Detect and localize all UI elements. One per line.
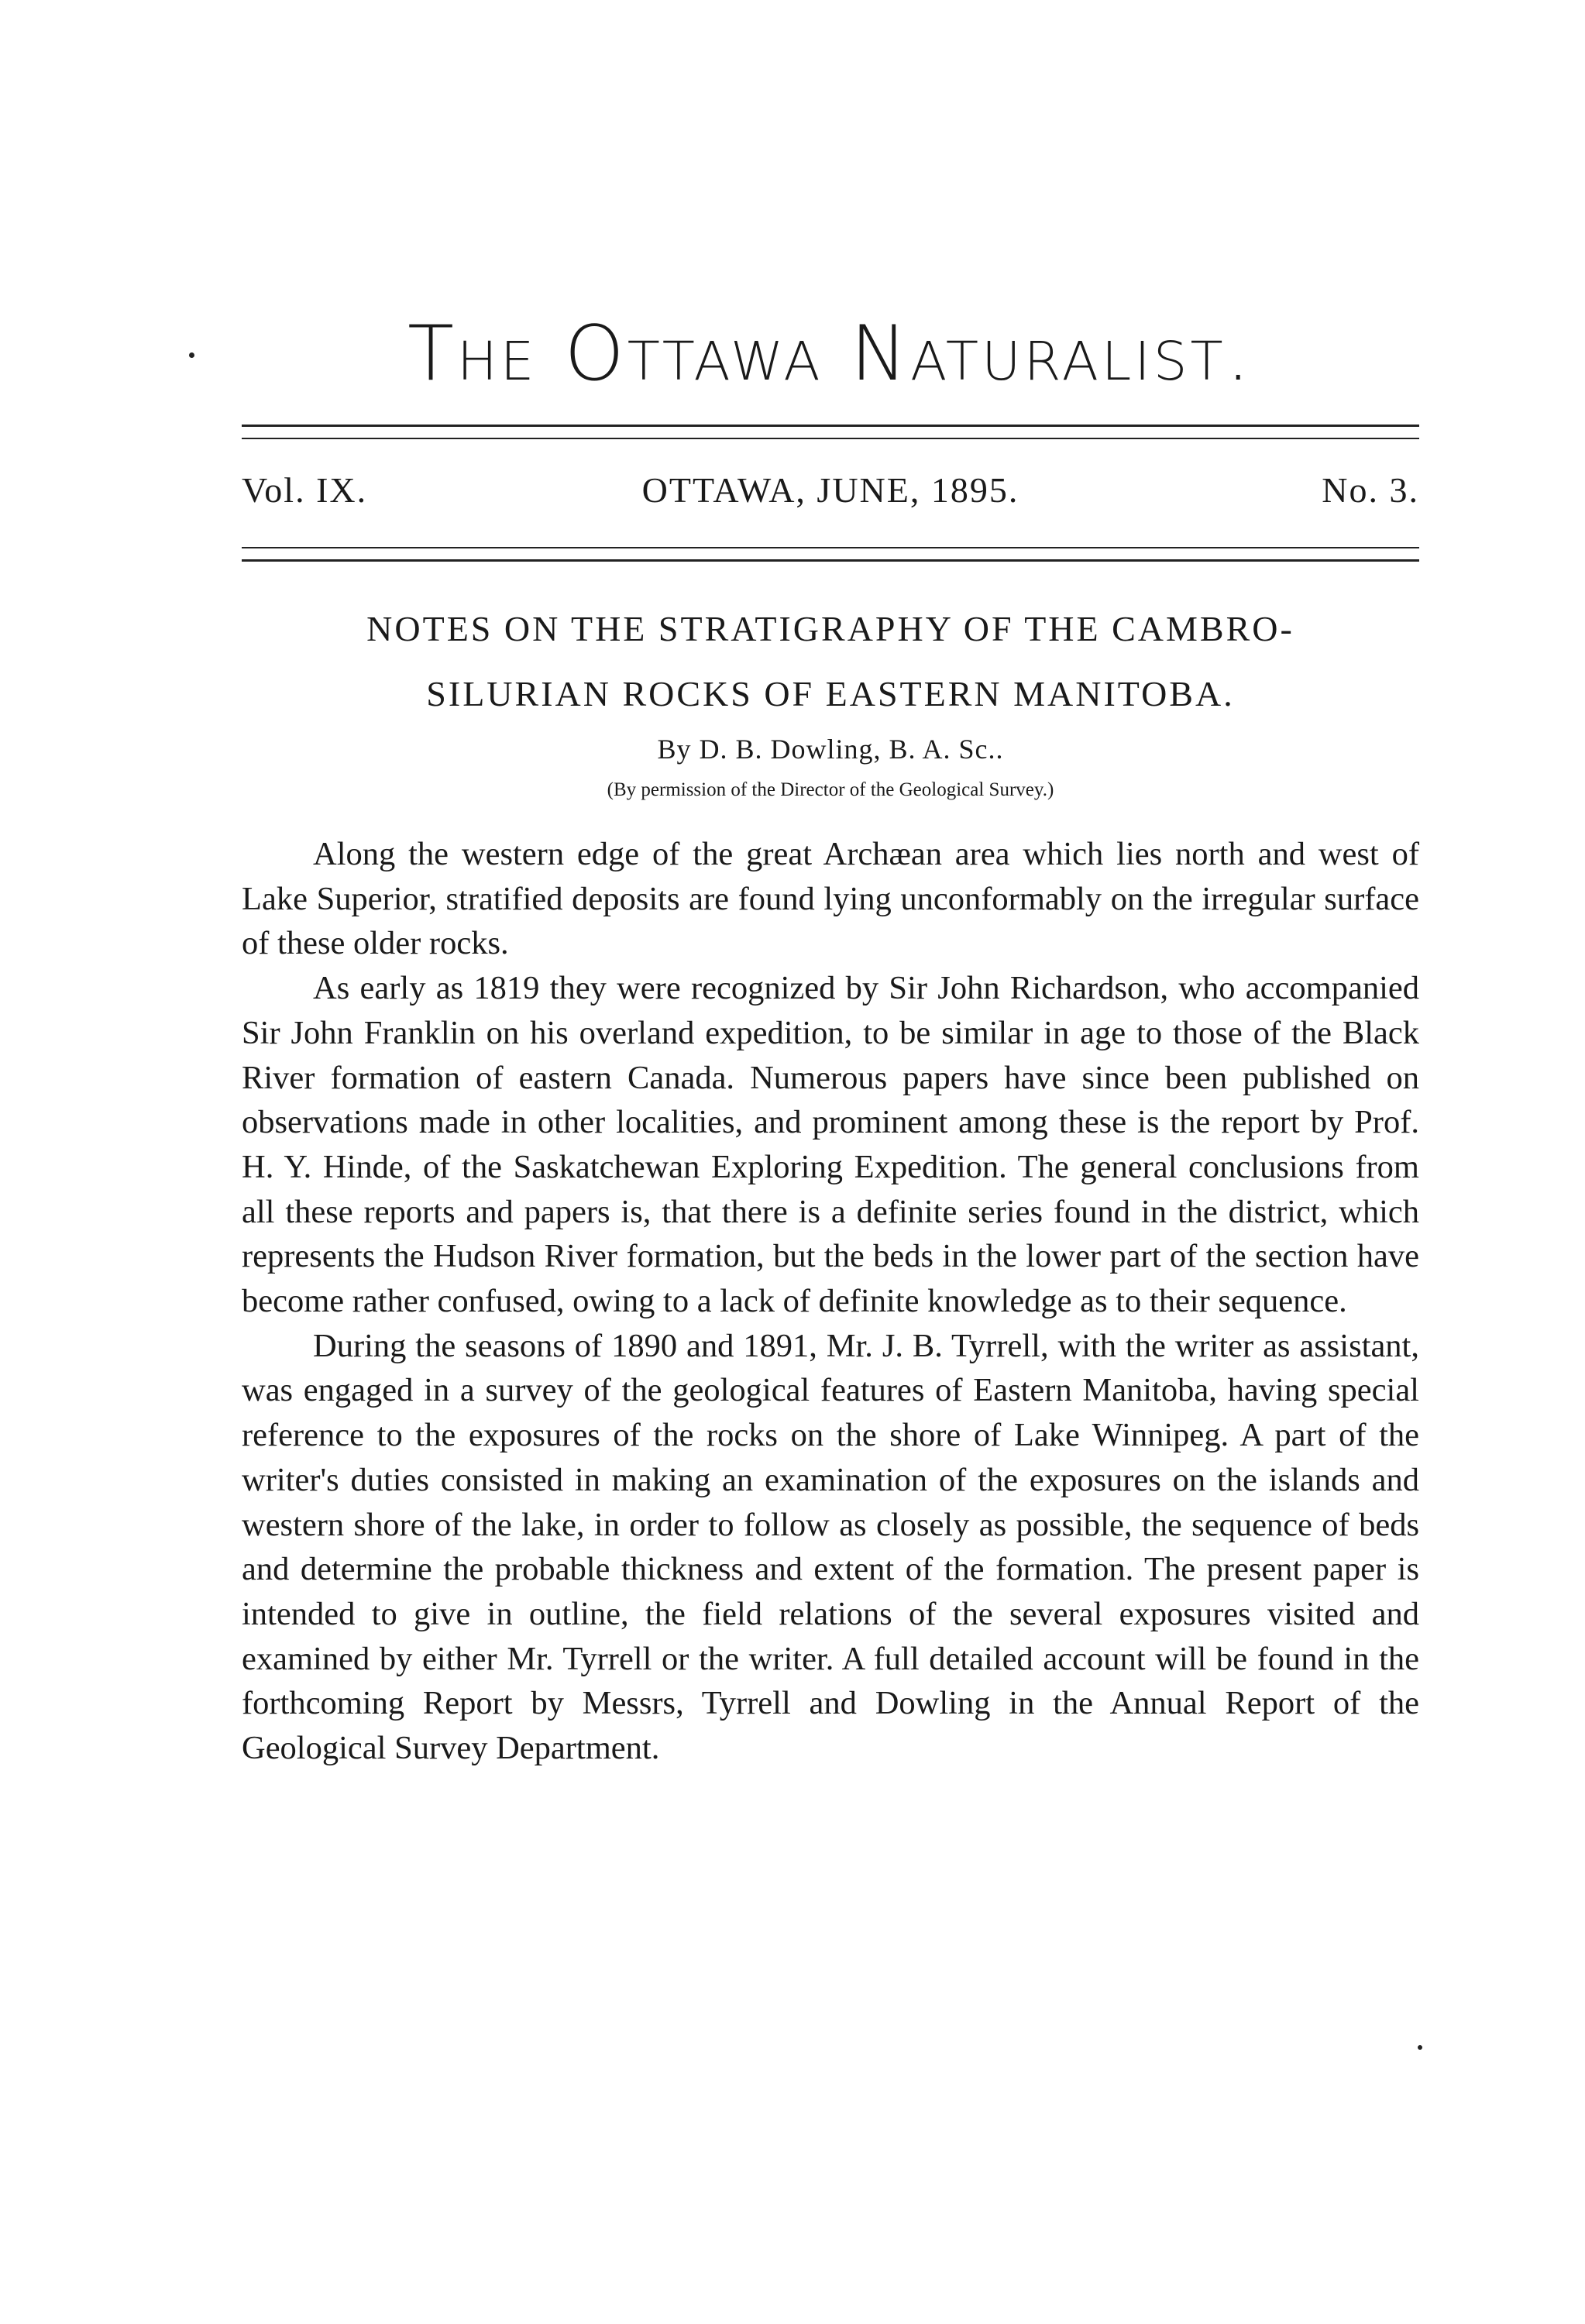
article-title [242, 596, 1419, 727]
paragraph: During the seasons of 1890 and 1891, Mr. J. B. Tyrrell, with the writer as assistant, was engaged in a survey of the geological features of Eastern Manitoba, having special reference to the exposures of the rocks on the shore of Lake Winnipeg. A part of the writer's duties consisted in making an examination of the exposures on the islands and western shore of the lake, in order to follow as closely as possible, the sequence of beds and determine the probable thickness and extent of the formation. The present paper is intended to give in outline, the field relations of the several exposures visited and examined by either Mr. Tyrrell or the writer. A full detailed account will be found in the forthcoming Report by Messrs, Tyrrell and Dowling in the Annual Report of the Geological Survey Department. [242, 1327, 1419, 1767]
dateline: OTTAWA, JUNE, 1895. [641, 470, 1019, 510]
journal-title: The Ottawa Naturalist. [407, 310, 1253, 398]
issue-line [242, 463, 1419, 517]
print-speck [189, 352, 194, 358]
double-rule-top [242, 425, 1419, 439]
issue-number: No. 3. [1322, 470, 1419, 510]
permission-note: (By permission of the Director of the Geological Survey.) [607, 779, 1054, 800]
byline: By D. B. Dowling, B. A. Sc.. [657, 734, 1004, 765]
paragraph: As early as 1819 they were recognized by Sir John Richardson, who accompanied Sir John Franklin on his overland expedition, to be similar in age to those of the Black River formation of eastern Canada. Numerous papers have since been published on observations made in other localities, and prominent among these is the report by Prof. H. Y. Hinde, of the Saskatchewan Exploring Expedition. The general conclusions from all these reports and papers is, that there is a definite series found in the district, which represents the Hudson River formation, but the beds in the lower part of the section have become rather confused, owing to a lack of definite knowledge as to their sequence. [242, 970, 1419, 1320]
print-speck [1418, 2045, 1422, 2050]
double-rule-bottom [242, 547, 1419, 562]
article-body [242, 832, 1419, 1771]
volume-label: Vol. IX. [242, 470, 368, 510]
article-title-line: SILURIAN ROCKS OF EASTERN MANITOBA. [426, 674, 1235, 713]
article-title-line: NOTES ON THE STRATIGRAPHY OF THE CAMBRO- [366, 609, 1294, 648]
paragraph: Along the western edge of the great Archæan area which lies north and west of Lake Superior, stratified deposits are found lying unconformably on the irregular surface of these older rocks. [242, 836, 1419, 962]
